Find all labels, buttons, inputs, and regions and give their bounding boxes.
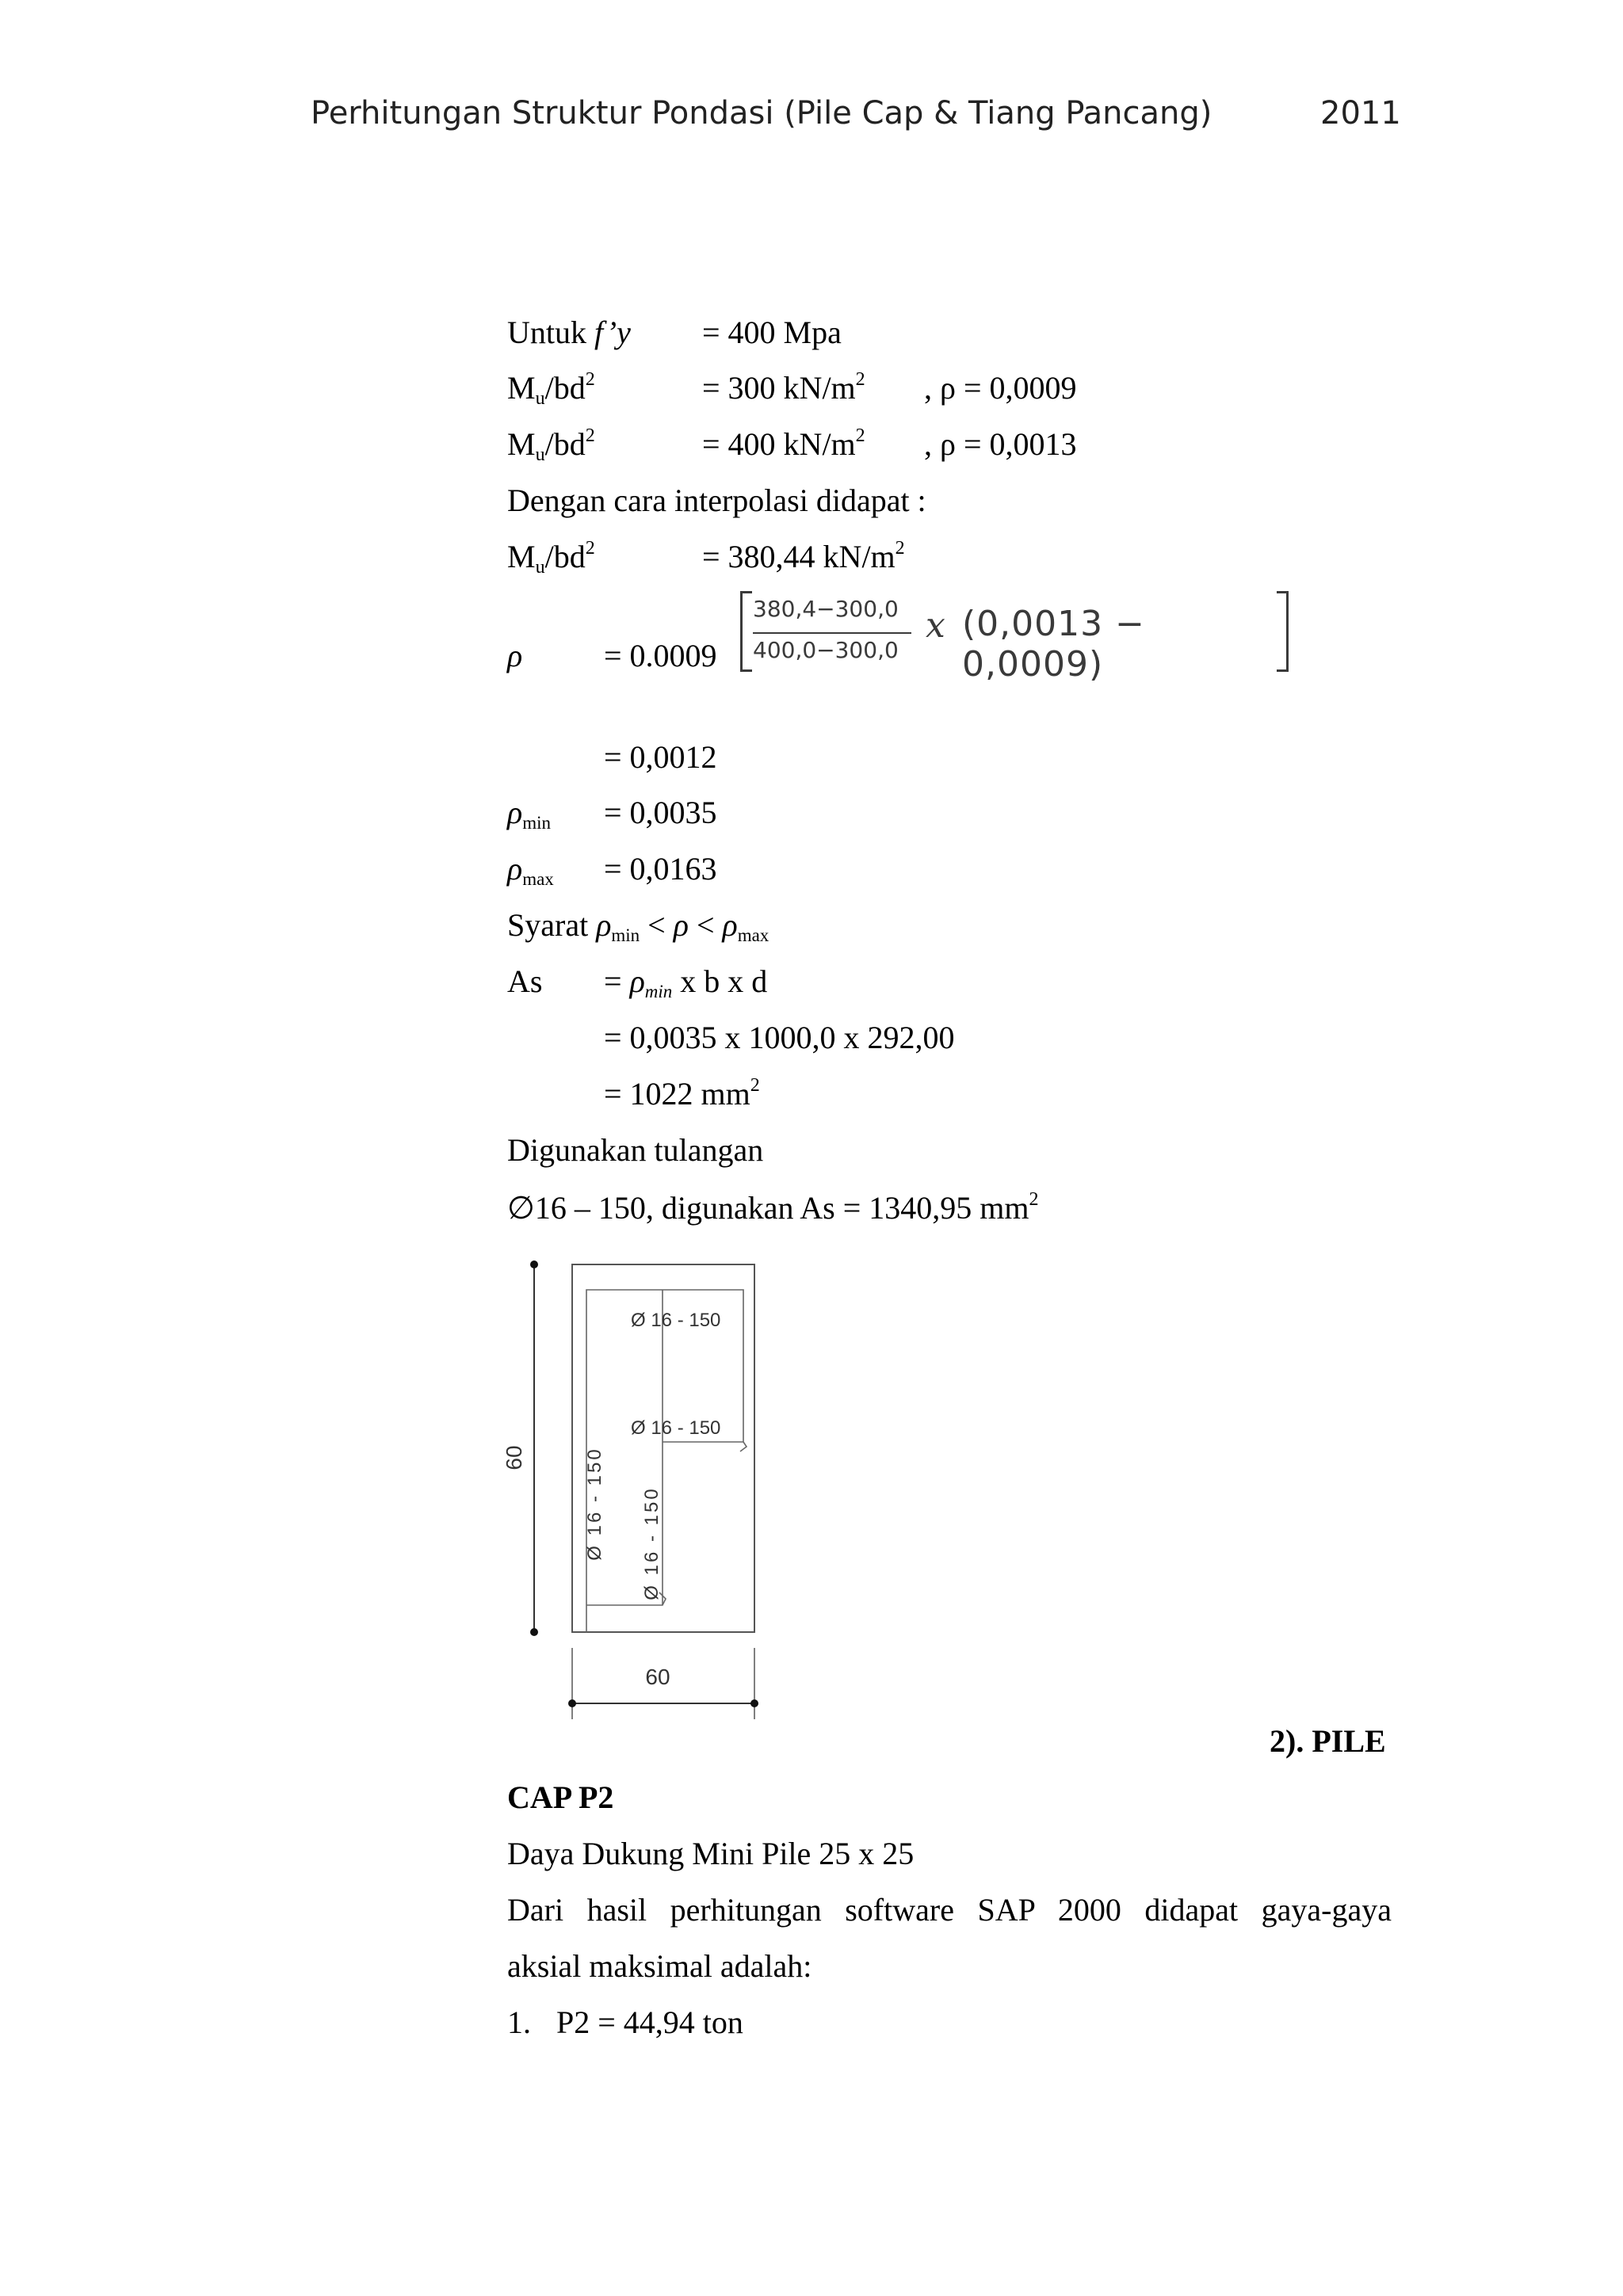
mu-label-2: $M_u/bd^2$ xyxy=(507,425,595,465)
dimension-dot-left xyxy=(568,1699,576,1707)
as-calculation: = 0,0035 x 1000,0 x 292,00 xyxy=(604,1020,955,1055)
mu-value-1: = 300 $kN/m^2$ xyxy=(702,369,865,406)
rho-min-label: ρmin xyxy=(507,795,551,833)
formula-multiply: x xyxy=(926,605,945,646)
mu-value-3: = 380,44 $kN/m^2$ xyxy=(702,538,905,574)
top-reinforcement-bar xyxy=(586,1290,747,1632)
dimension-vertical-label: 60 xyxy=(502,1445,526,1470)
dimension-dot-right xyxy=(750,1699,758,1707)
as-label: As xyxy=(507,963,543,999)
label-vertical-right: Ø 16 - 150 xyxy=(641,1486,663,1600)
interpolation-text: Dengan cara interpolasi didapat : xyxy=(507,482,926,518)
fraction-bar xyxy=(753,632,911,634)
aksial-text: aksial maksimal adalah: xyxy=(507,1948,812,1984)
running-header-year: 2011 xyxy=(1320,95,1401,132)
section-heading-right: 2). PILE xyxy=(1270,1723,1386,1759)
rho-result: = 0,0012 xyxy=(604,739,717,775)
rho-base-value: = 0.0009 xyxy=(604,638,717,673)
dimension-horizontal-label: 60 xyxy=(645,1665,670,1689)
fy-value: = 400 Mpa xyxy=(702,315,842,350)
as-formula: = ρmin x b x d xyxy=(604,963,768,1001)
reinforcement-drawing xyxy=(482,1244,783,1727)
sap-result-text: Dari hasil perhitungan software SAP 2000 didapat gaya-gaya xyxy=(507,1892,1392,1928)
list-item-1: 1. P2 = 44,94 ton xyxy=(507,2004,743,2040)
running-header-title: Perhitungan Struktur Pondasi (Pile Cap & Tiang Pancang) xyxy=(311,95,1212,132)
rho-value-1: , ρ = 0,0009 xyxy=(924,370,1077,406)
tulangan-spec: ∅16 – 150, digunakan As = 1340,95 $mm^2$ xyxy=(507,1189,1039,1226)
label-vertical-left: Ø 16 - 150 xyxy=(584,1447,605,1561)
rho-max-value: = 0,0163 xyxy=(604,851,717,887)
rho-symbol: ρ xyxy=(507,638,523,673)
rho-value-2: , ρ = 0,0013 xyxy=(924,426,1077,462)
interpolation-formula xyxy=(740,588,1289,685)
daya-dukung-text: Daya Dukung Mini Pile 25 x 25 xyxy=(507,1836,915,1871)
fy-label: Untuk f’y xyxy=(507,315,631,350)
dimension-dot-bottom xyxy=(530,1628,538,1636)
digunakan-text: Digunakan tulangan xyxy=(507,1132,764,1168)
rho-max-label: ρmax xyxy=(507,851,554,889)
mu-label-3: $M_u/bd^2$ xyxy=(507,538,595,578)
dimension-dot-top xyxy=(530,1261,538,1268)
section-heading-left: CAP P2 xyxy=(507,1779,614,1815)
rho-min-value: = 0,0035 xyxy=(604,795,717,830)
formula-parenthesis: (0,0013 − 0,0009) xyxy=(962,604,1145,685)
label-middle-bar: Ø 16 - 150 xyxy=(631,1417,721,1439)
mu-value-2: = 400 $kN/m^2$ xyxy=(702,425,865,462)
label-top-bar: Ø 16 - 150 xyxy=(631,1310,721,1331)
right-bracket xyxy=(1277,591,1289,672)
formula-denominator: 400,0−300,0 xyxy=(753,637,899,663)
left-bracket xyxy=(740,591,752,672)
mu-label-1: $M_u/bd^2$ xyxy=(507,369,595,409)
syarat-condition: Syarat ρmin < ρ < ρmax xyxy=(507,907,769,945)
as-result: = 1022 $mm^2$ xyxy=(604,1075,760,1112)
formula-numerator: 380,4−300,0 xyxy=(753,596,899,622)
